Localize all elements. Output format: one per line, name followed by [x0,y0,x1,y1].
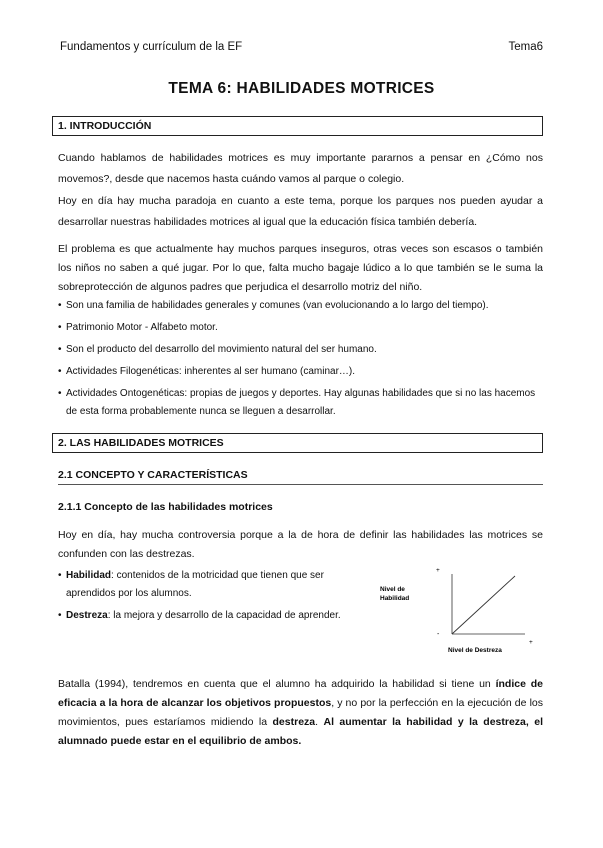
page-title: TEMA 6: HABILIDADES MOTRICES [168,80,435,97]
y-axis-max-label: + [436,567,440,574]
list-item: • Patrimonio Motor - Alfabeto motor. [58,319,543,337]
intro-paragraph-2: Hoy en día hay mucha paradoja en cuanto a este tema, porque los parques nos pueden ayudar a desarrollar nuestras habilidades motrices al igual que la educación física también debería. [58,195,543,228]
definition-list [58,567,358,629]
definition-text-habilidad: : contenidos de la motricidad que tienen que ser aprendidos por los alumnos. [66,570,324,599]
concept-paragraph: Hoy en día, hay mucha controversia porque a la de hora de definir las habilidades las motrices se confunden con las destrezas. [58,529,543,560]
y-axis-label-line-1: Nivel de [380,586,405,593]
section-heading-habilidades: 2. LAS HABILIDADES MOTRICES [52,433,543,453]
subsection-heading-concepto: 2.1 CONCEPTO Y CARACTERÍSTICAS [58,469,543,485]
intro-paragraph-1: Cuando hablamos de habilidades motrices es muy importante pararnos a pensar en ¿Cómo nos movemos?, desde que nacemos hasta cuándo vamos al parque o colegio. [58,152,543,185]
running-header-left: Fundamentos y currículum de la EF [60,41,243,53]
series-line-0 [452,576,515,634]
closing-text-2: , y no por la perfección en la ejecución de los movimientos, pues estaríamos midiendo la [58,697,543,728]
subsubsection-heading: 2.1.1 Concepto de las habilidades motrices [58,501,273,513]
running-header-right: Tema6 [508,41,543,53]
term-habilidad: Habilidad [66,570,112,581]
intro-paragraph-3: El problema es que actualmente hay muchos parques inseguros, otras veces son escasos o también los niños no saben a qué jugar. Por lo que, falta mucho bagaje lúdico a lo que también se le suma la sobreprotección de algunos padres que perjudica el desarrollo motriz del niño. [58,243,543,293]
definition-habilidad [58,567,358,603]
definition-destreza [58,607,358,625]
list-item: • Son el producto del desarrollo del movimiento natural del ser humano. [58,341,543,359]
closing-paragraph [58,675,543,751]
closing-bold-1: índice de eficacia a la hora de alcanzar los objetivos propuestos [58,678,543,709]
section-heading-introduccion: 1. INTRODUCCIÓN [52,116,543,136]
intro-bullet-list [58,297,543,425]
y-axis-min-label: - [437,631,440,638]
closing-bold-3: Al aumentar la habilidad y la destreza, el alumnado puede estar en el equilibrio de ambos. [58,716,543,747]
x-axis-max-label: + [529,639,533,646]
list-item: • Son una familia de habilidades generales y comunes (van evolucionando a lo largo del tiempo). [58,297,543,315]
term-destreza: Destreza [66,610,108,621]
habilidad-destreza-chart [370,560,560,660]
y-axis-label [380,586,409,602]
list-item: • Actividades Filogenéticas: inherentes al ser humano (caminar…). [58,363,543,381]
y-axis-label-line-2: Habilidad [380,595,410,602]
x-axis-label: Nivel de Destreza [448,647,502,654]
closing-text-3: . [315,716,324,728]
closing-bold-2: destreza [272,716,316,728]
closing-text-1: Batalla (1994), tendremos en cuenta que el alumno ha adquirido la habilidad si tiene un [58,678,496,690]
list-item: • Actividades Ontogenéticas: propias de juegos y deportes. Hay algunas habilidades que si no las hacemos de esta forma probablemente nunca se lleguen a desarrollar. [58,385,543,421]
definition-text-destreza: : la mejora y desarrollo de la capacidad de aprender. [107,610,341,621]
